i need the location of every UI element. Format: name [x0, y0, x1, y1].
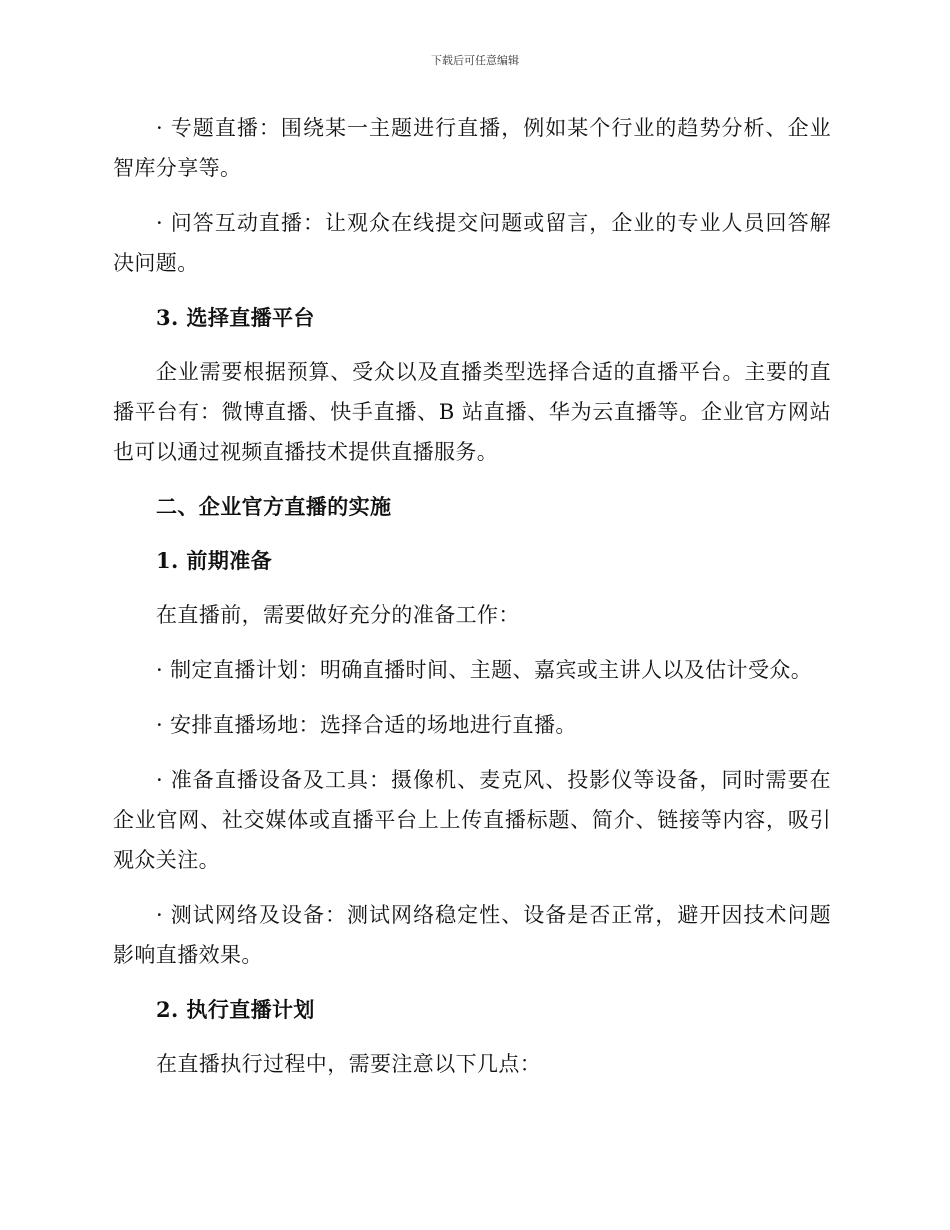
- bullet-topic-live: · 专题直播：围绕某一主题进行直播，例如某个行业的趋势分析、企业智库分享等。: [113, 116, 831, 180]
- para-platform: 企业需要根据预算、受众以及直播类型选择合适的直播平台。主要的直播平台有：微博直播、快手直播、B 站直播、华为云直播等。企业官方网站也可以通过视频直播技术提供直播服务。: [113, 360, 831, 464]
- heading-choose-platform: 3. 选择直播平台: [156, 305, 315, 330]
- bullet-plan: · 制定直播计划：明确直播时间、主题、嘉宾或主讲人以及估计受众。: [156, 658, 813, 682]
- page-header: 下载后可任意编辑: [431, 54, 519, 67]
- heading-execute-plan: 2. 执行直播计划: [156, 997, 315, 1022]
- bullet-venue: · 安排直播场地：选择合适的场地进行直播。: [156, 713, 577, 737]
- bullet-qa-live: · 问答互动直播：让观众在线提交问题或留言，企业的专业人员回答解决问题。: [113, 211, 831, 275]
- heading-implementation: 二、企业官方直播的实施: [156, 494, 392, 519]
- document-body: [113, 108, 831, 1099]
- heading-preparation: 1. 前期准备: [156, 548, 273, 573]
- bullet-equipment: · 准备直播设备及工具：摄像机、麦克风、投影仪等设备，同时需要在企业官网、社交媒体或直播平台上上传直播标题、简介、链接等内容，吸引观众关注。: [113, 768, 831, 872]
- para-prep-intro: 在直播前，需要做好充分的准备工作：: [156, 603, 520, 627]
- para-execute-intro: 在直播执行过程中，需要注意以下几点：: [156, 1052, 542, 1076]
- bullet-testing: · 测试网络及设备：测试网络稳定性、设备是否正常，避开因技术问题影响直播效果。: [113, 903, 831, 967]
